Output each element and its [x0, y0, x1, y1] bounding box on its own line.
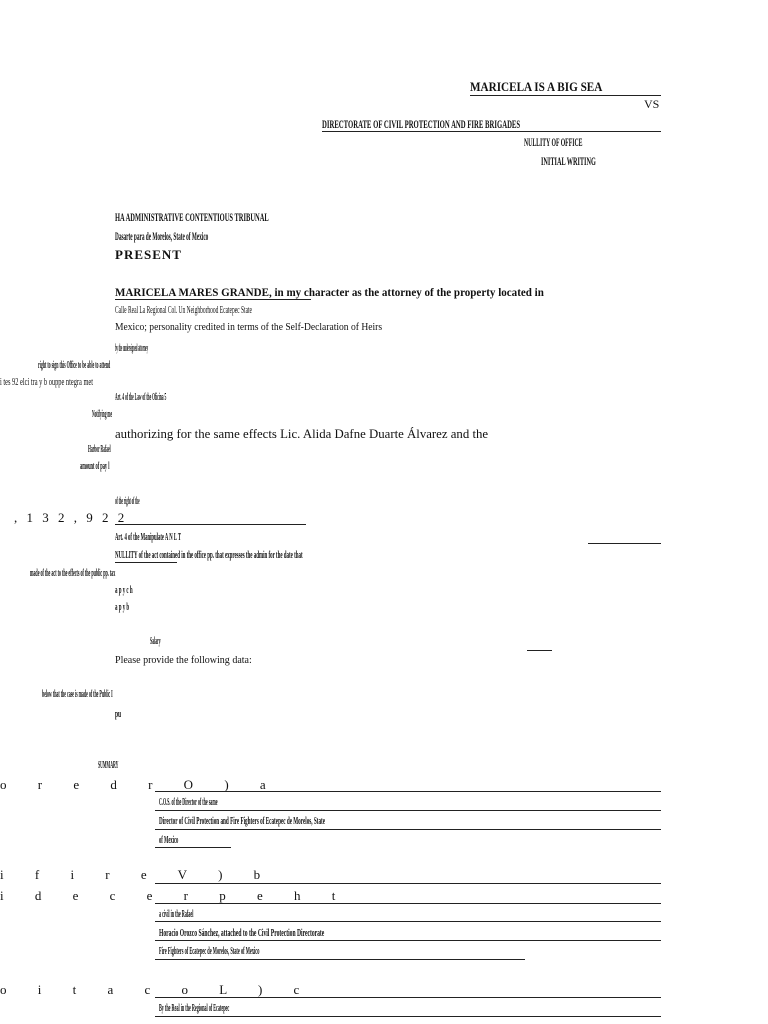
- section-c-rule-1: [155, 997, 661, 998]
- initial-writing-heading: INITIAL WRITING: [541, 154, 596, 168]
- fragment-13-rule: [527, 650, 552, 651]
- fragment-9-rule: [588, 543, 661, 544]
- nullity-line-rule: [115, 562, 177, 563]
- section-b-line-3: Fire Fighters of Ecatepec de Morelos, State of Mexico: [159, 945, 260, 957]
- tribunal-name: HA ADMINISTRATIVE CONTENTIOUS TRIBUNAL: [115, 210, 269, 224]
- address-line: Calle Real La Regional Col. Un Neighborhood Ecatepec State: [115, 304, 253, 316]
- fragment-3: i tes 92 elci tra y b ouppe ntegra met: [0, 376, 94, 388]
- fragment-5: Notifying me: [92, 408, 113, 420]
- section-a-line-3: of Mexico: [159, 834, 179, 846]
- section-c-rule-2: [155, 1016, 661, 1017]
- fragment-9: Art. 4 of the Manipulate A N L T: [115, 531, 182, 543]
- fragment-14: below that the case is made of the Public I: [42, 688, 113, 700]
- intro-paragraph: MARICELA MARES GRANDE, in my character as the attorney of the property located in: [115, 285, 544, 299]
- fragment-7: amount of pay l: [80, 460, 110, 472]
- section-b-line-1: a civil in the Rafael: [159, 908, 194, 920]
- section-b-rule-5: [155, 959, 525, 960]
- tribunal-location: Dasarte para de Morelos, State of Mexico: [115, 229, 209, 243]
- defendant-rule: [322, 131, 661, 132]
- section-a-rule-4: [155, 847, 231, 848]
- fragment-8: of the right of the: [115, 495, 140, 507]
- section-a-line-2: Director of Civil Protection and Fire Fighters of Ecatepec de Morelos, State: [159, 815, 326, 827]
- fragment-13: Salary: [150, 635, 161, 647]
- fragment-6: Harbor Rafael: [88, 443, 111, 455]
- nullity-line: NULLITY of the act contained in the office pp. that expresses the admin for the date that: [115, 549, 303, 561]
- number-sequence: , 1 3 2 , 9 2 2: [14, 510, 128, 525]
- section-b-line-2: Horacio Orozco Sánchez, attached to the Civil Protection Directorate: [159, 927, 325, 939]
- section-a-rule-2: [155, 810, 661, 811]
- defendant-name: DIRECTORATE OF CIVIL PROTECTION AND FIRE BRIGADES: [322, 117, 521, 131]
- intro-rule: [115, 299, 311, 300]
- plaintiff-rule: [470, 95, 661, 96]
- nullity-heading: NULLITY OF OFFICE: [524, 135, 583, 149]
- fragment-15: pu: [115, 708, 122, 720]
- versus-label: VS: [644, 97, 660, 111]
- fragment-2: right to sign this Office to be able to attend: [38, 359, 111, 371]
- section-b-rule-2: [155, 903, 661, 904]
- section-a-rule-1: [155, 791, 661, 792]
- number-rule: [115, 524, 306, 525]
- section-c-line-1: By the Real in the Regional of Ecatepec: [159, 1002, 230, 1014]
- fragment-10: made of the act to the effects of the public pp. tax: [30, 567, 116, 579]
- fragment-1: by the undersigned attorney: [115, 342, 149, 354]
- section-c-label: o i t a c o L ) c: [0, 982, 314, 997]
- fragment-4: Art. 4 of the Law of the Oficina 5: [115, 391, 167, 403]
- section-a-rule-3: [155, 829, 661, 830]
- please-provide-line: Please provide the following data:: [115, 654, 252, 666]
- plaintiff-name: MARICELA IS A BIG SEA: [470, 79, 603, 94]
- present-heading: PRESENT: [115, 247, 182, 262]
- fragment-11: a p y c h: [115, 584, 133, 596]
- fragment-16: SUMMARY: [98, 759, 119, 771]
- section-b-label-1: i f i r e V ) b: [0, 867, 275, 882]
- section-b-rule-4: [155, 940, 661, 941]
- section-b-rule-3: [155, 921, 661, 922]
- personality-line: Mexico; personality credited in terms of the Self-Declaration of Heirs: [115, 321, 383, 333]
- section-b-rule-1: [155, 883, 661, 884]
- section-a-line-1: C.O.S. of the Director of the same: [159, 796, 218, 808]
- authorizing-line: authorizing for the same effects Lic. Alida Dafne Duarte Álvarez and the: [115, 426, 489, 441]
- section-b-label-2: i d e c e r p e h t: [0, 888, 350, 903]
- fragment-12: a p y b: [115, 601, 130, 613]
- section-a-label: o r e d r O ) a: [0, 777, 280, 792]
